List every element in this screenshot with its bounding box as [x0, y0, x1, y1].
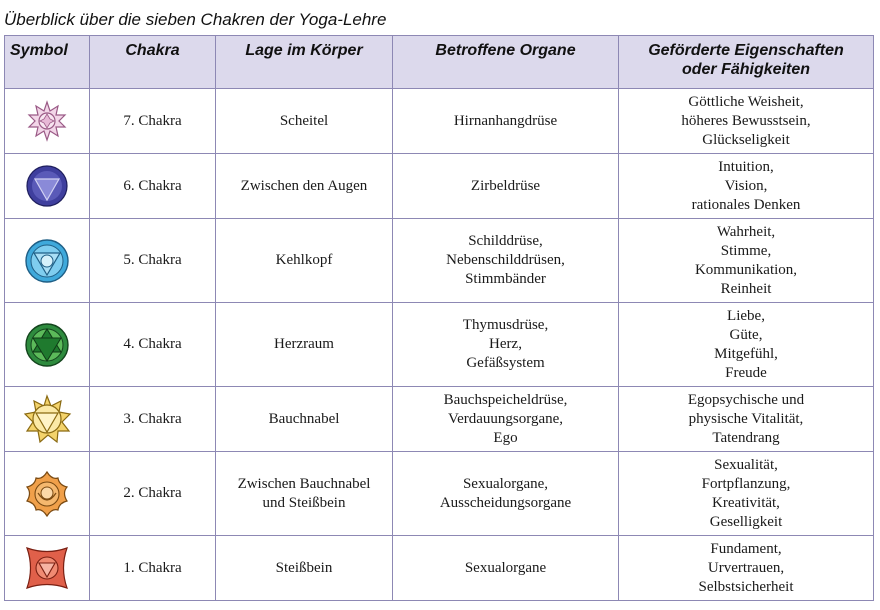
table-row — [5, 452, 874, 536]
lage-cell — [216, 219, 393, 303]
eigenschaft-line: Göttliche Weisheit, — [688, 93, 804, 110]
eigenschaften-cell — [619, 219, 874, 303]
table-row — [5, 536, 874, 601]
eigenschaft-line: Intuition, — [718, 158, 774, 175]
organe-line: Sexualorgane, — [462, 475, 549, 492]
header-eigenschaften-line1: Geförderte Eigenschaften — [648, 42, 844, 59]
lage-line: Scheitel — [279, 112, 329, 129]
lage-line: und Steißbein — [262, 494, 346, 511]
header-symbol: Symbol — [5, 36, 90, 89]
organe-line: Bauchspeicheldrüse, — [443, 391, 568, 408]
chakra-table — [4, 35, 874, 601]
eigenschaft-line: Fundament, — [710, 540, 782, 557]
symbol-cell — [5, 536, 90, 601]
eigenschaft-line: rationales Denken — [691, 196, 801, 213]
organe-cell — [393, 452, 619, 536]
eigenschaft-line: höheres Bewusstsein, — [681, 112, 811, 129]
organe-line: Sexualorgane — [464, 559, 547, 576]
header-eigenschaften — [619, 36, 874, 89]
organe-cell — [393, 303, 619, 387]
eigenschaft-line: Reinheit — [720, 280, 772, 297]
table-row — [5, 387, 874, 452]
organe-line: Ausscheidungsorgane — [439, 494, 572, 511]
eigenschaft-line: Kreativität, — [712, 494, 780, 511]
lage-line: Zwischen den Augen — [240, 177, 368, 194]
chakra-cell: 2. Chakra — [90, 452, 216, 536]
sacral-flower-icon — [22, 469, 72, 519]
crown-lotus-icon — [25, 99, 69, 143]
organe-line: Zirbeldrüse — [470, 177, 541, 194]
symbol-cell — [5, 89, 90, 154]
throat-icon — [23, 237, 71, 285]
table-row — [5, 154, 874, 219]
lage-line: Kehlkopf — [275, 252, 333, 268]
chakra-cell: 6. Chakra — [90, 154, 216, 219]
chakra-cell: 7. Chakra — [90, 89, 216, 154]
symbol-cell — [5, 303, 90, 387]
third-eye-icon — [25, 164, 69, 208]
organe-line: Verdauungsorgane, — [447, 410, 564, 427]
eigenschaft-line: Glückseligkeit — [702, 131, 790, 148]
eigenschaft-line: Sexualität, — [714, 456, 778, 473]
eigenschaft-line: Wahrheit, — [716, 223, 776, 240]
eigenschaft-line: Selbstsicherheit — [698, 578, 794, 595]
lage-cell — [216, 536, 393, 601]
eigenschaften-cell — [619, 387, 874, 452]
eigenschaft-line: Urvertrauen, — [707, 559, 785, 576]
table-row — [5, 303, 874, 387]
header-row — [5, 36, 874, 89]
eigenschaft-line: Freude — [725, 364, 767, 381]
eigenschaften-cell — [619, 536, 874, 601]
lage-cell — [216, 452, 393, 536]
heart-star-icon — [23, 321, 71, 369]
organe-line: Stimmbänder — [465, 271, 546, 287]
lage-line: Steißbein — [275, 559, 333, 576]
organe-line: Schilddrüse, — [468, 233, 543, 249]
lage-cell — [216, 154, 393, 219]
eigenschaft-line: Güte, — [729, 326, 763, 343]
eigenschaft-line: Egopsychische und — [687, 391, 805, 408]
lage-cell — [216, 387, 393, 452]
eigenschaft-line: Stimme, — [720, 242, 772, 259]
lage-line: Herzraum — [274, 336, 334, 352]
symbol-cell — [5, 219, 90, 303]
organe-line: Nebenschilddrüsen, — [446, 252, 565, 268]
lage-line: Bauchnabel — [268, 410, 340, 427]
eigenschaften-cell — [619, 154, 874, 219]
symbol-cell — [5, 387, 90, 452]
symbol-cell — [5, 452, 90, 536]
organe-cell — [393, 536, 619, 601]
eigenschaft-line: Fortpflanzung, — [701, 475, 791, 492]
header-organe: Betroffene Organe — [393, 36, 619, 89]
organe-line: Thymusdrüse, — [462, 317, 549, 333]
header-chakra: Chakra — [90, 36, 216, 89]
lage-line: Zwischen Bauchnabel — [237, 475, 371, 492]
eigenschaften-cell — [619, 303, 874, 387]
chakra-cell: 3. Chakra — [90, 387, 216, 452]
organe-line: Gefäßsystem — [466, 355, 545, 371]
eigenschaften-cell — [619, 452, 874, 536]
solar-plexus-sun-icon — [22, 394, 72, 444]
chakra-cell: 5. Chakra — [90, 219, 216, 303]
eigenschaft-line: Tatendrang — [712, 429, 780, 446]
header-eigenschaften-line2: oder Fähigkeiten — [681, 61, 811, 78]
header-lage: Lage im Körper — [216, 36, 393, 89]
symbol-cell — [5, 154, 90, 219]
eigenschaft-line: physische Vitalität, — [688, 410, 804, 427]
chakra-cell: 1. Chakra — [90, 536, 216, 601]
organe-line: Herz, — [489, 336, 522, 352]
eigenschaft-line: Mitgefühl, — [714, 345, 778, 362]
chakra-cell: 4. Chakra — [90, 303, 216, 387]
eigenschaft-line: Geselligkeit — [709, 513, 783, 530]
organe-line: Hirnanhangdrüse — [453, 112, 558, 129]
lage-cell — [216, 89, 393, 154]
table-caption: Überblick über die sieben Chakren der Yoga-Lehre — [4, 10, 387, 29]
organe-cell — [393, 219, 619, 303]
eigenschaften-cell — [619, 89, 874, 154]
lage-cell — [216, 303, 393, 387]
eigenschaft-line: Kommunikation, — [694, 261, 798, 278]
table-row — [5, 89, 874, 154]
eigenschaft-line: Liebe, — [727, 307, 765, 324]
eigenschaft-line: Vision, — [724, 177, 768, 194]
table-row — [5, 219, 874, 303]
organe-cell — [393, 387, 619, 452]
root-square-icon — [24, 545, 70, 591]
organe-line: Ego — [493, 429, 518, 446]
organe-cell — [393, 154, 619, 219]
organe-cell — [393, 89, 619, 154]
